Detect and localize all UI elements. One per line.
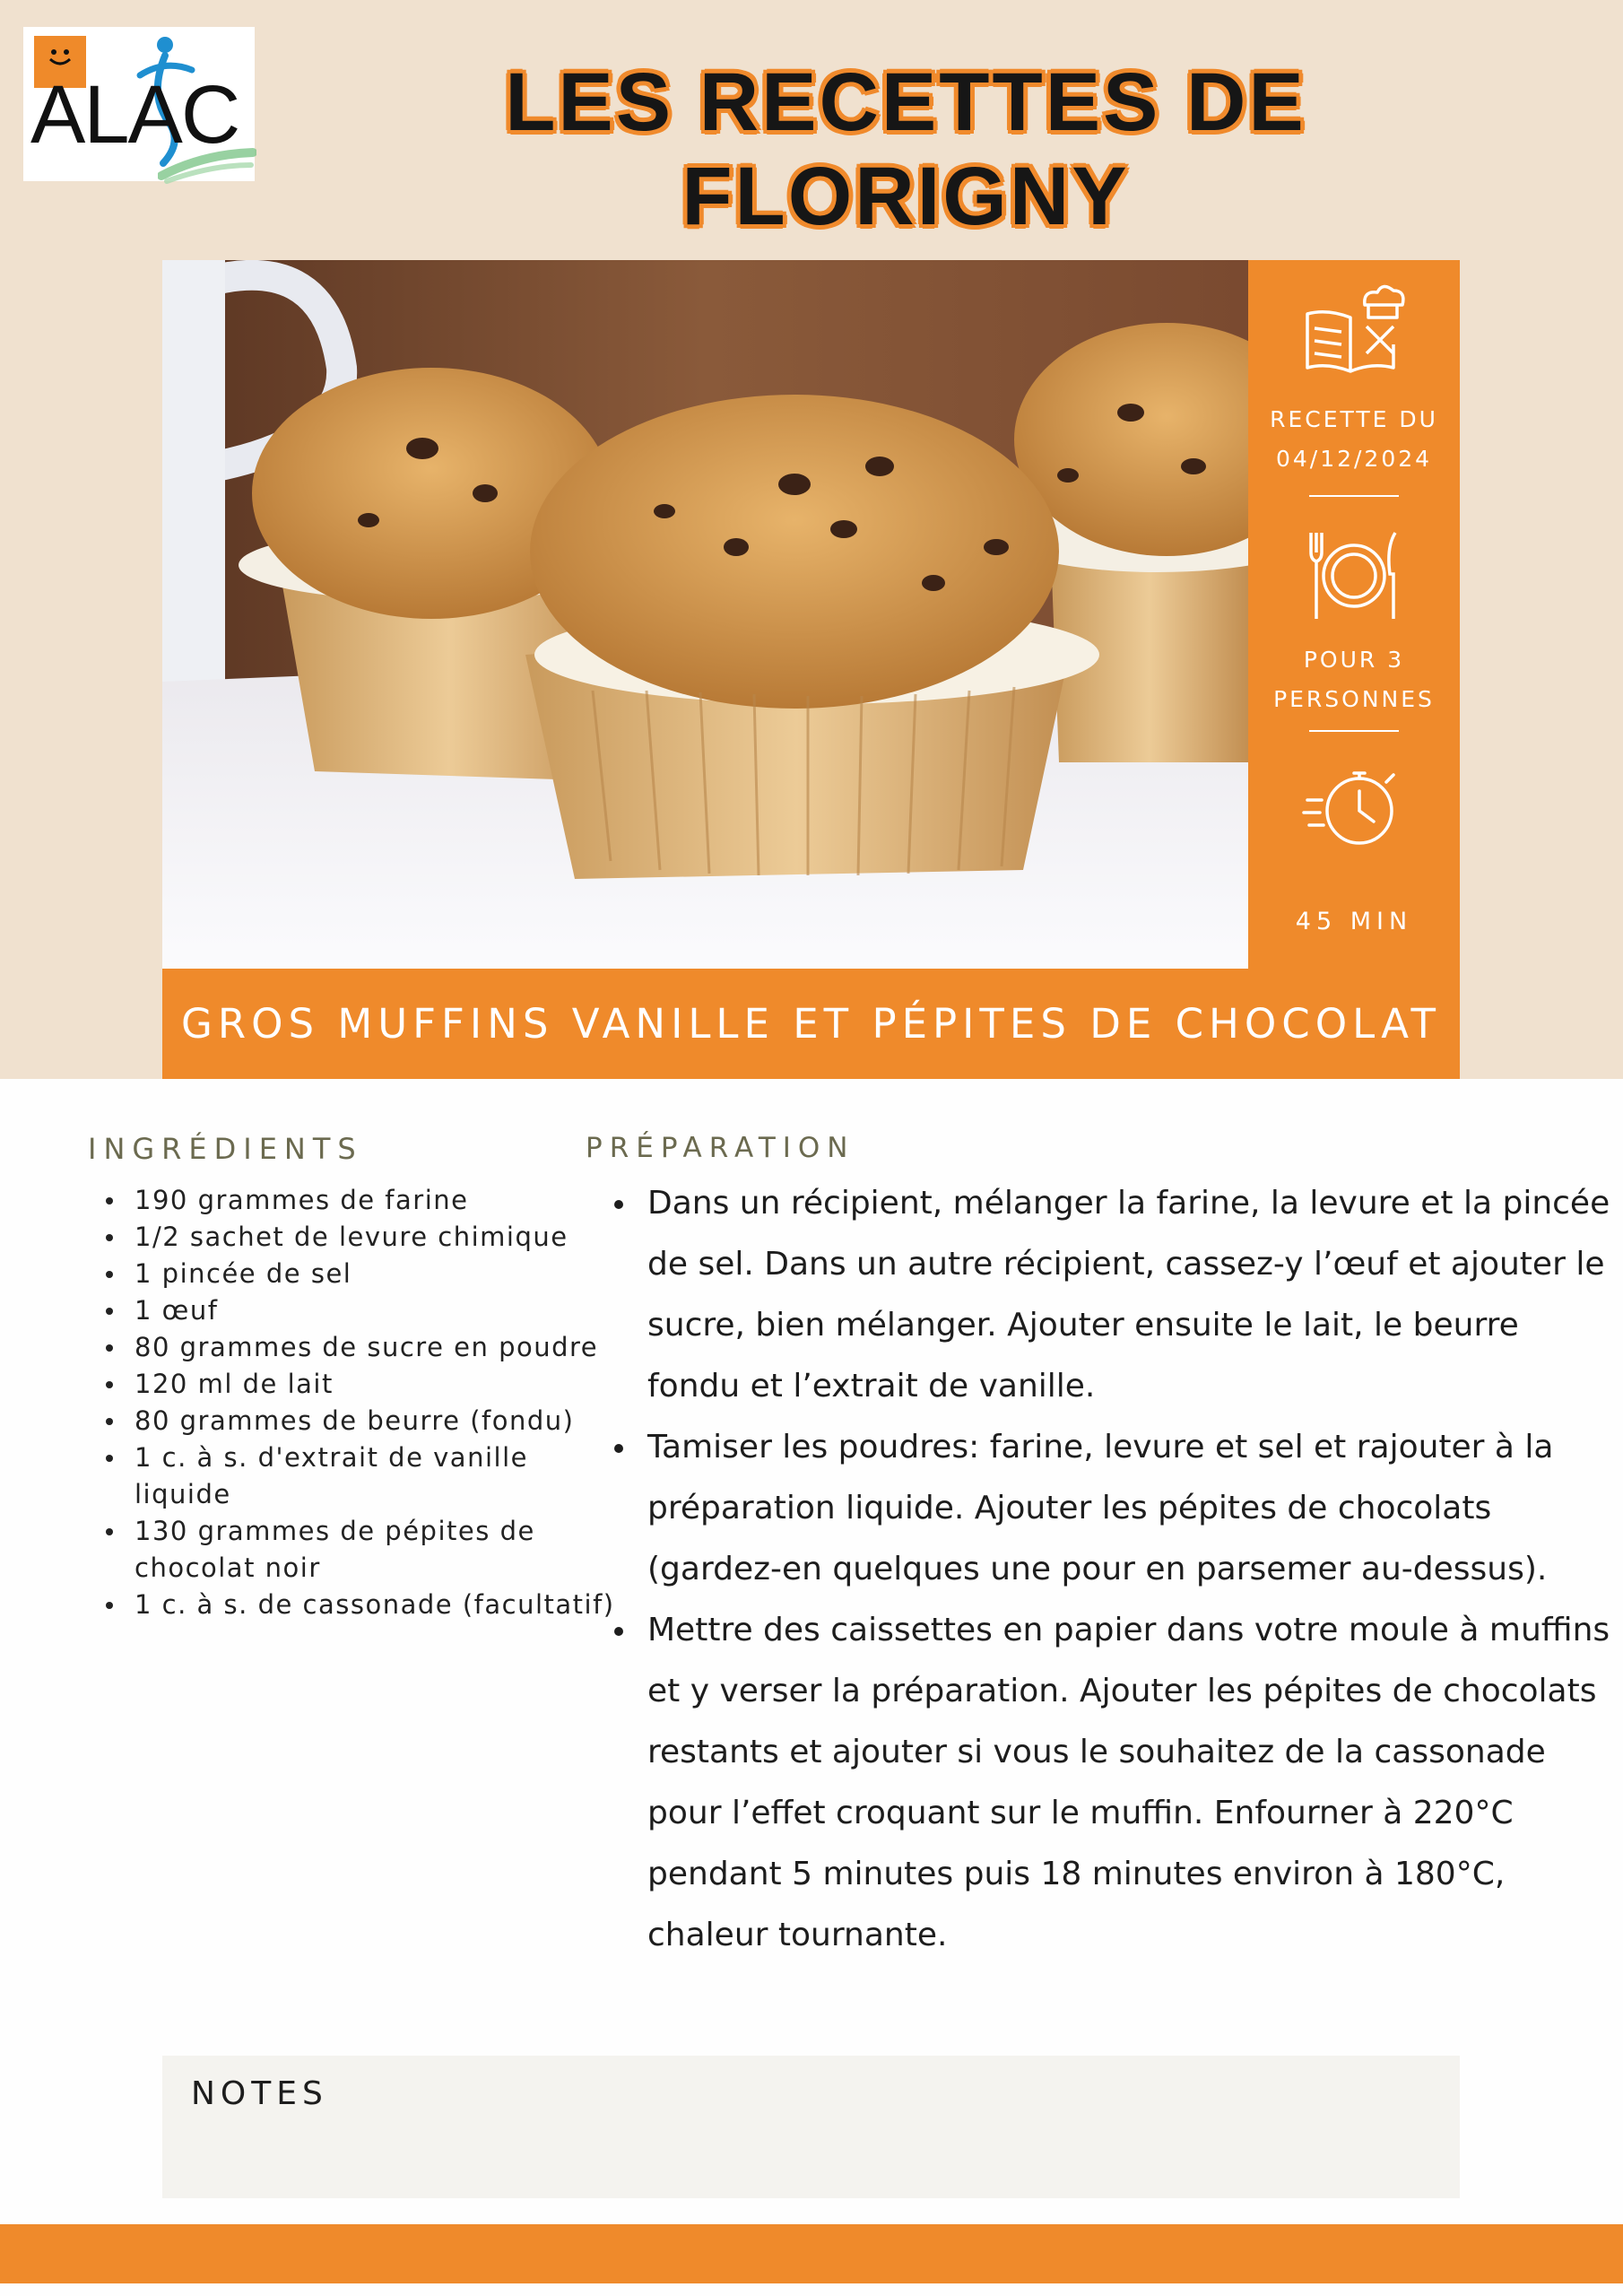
recipe-book-icon [1300,278,1408,386]
page-title: LES RECETTES DE FLORIGNY [505,57,1306,242]
ingredient-item: 190 grammes de farine [135,1182,619,1219]
logo-text: ALAC [30,69,239,161]
plate-cutlery-icon [1300,520,1408,628]
preparation-step: Dans un récipient, mélanger la farine, la levure et la pincée de sel. Dans un autre récipient, cassez-y l’œuf et ajouter le sucre, bien mélanger. Ajouter ensuite le lait, le beurre fondu et l’extrait de vanille. [647,1173,1616,1417]
notes-box[interactable] [162,2056,1460,2198]
notes-label: NOTES [191,2075,328,2112]
preparation-heading: PRÉPARATION [586,1132,855,1164]
logo-green-brush-icon [158,145,256,185]
recipe-title: GROS MUFFINS VANILLE ET PÉPITES DE CHOCOLAT [180,1000,1442,1048]
recipe-title-bar [162,969,1460,1079]
recipe-date-value: 04/12/2024 [1275,446,1433,472]
ingredient-item: 1 œuf [135,1292,619,1329]
ingredient-item: 130 grammes de pépites de chocolat noir [135,1513,619,1587]
servings-line-1: POUR 3 [1303,647,1405,673]
muffins-photo [162,260,1248,969]
muffins-illustration [162,260,1248,969]
smiley-icon [43,43,77,70]
alac-logo [23,27,255,181]
info-divider [1309,495,1399,497]
recipe-info-panel [1248,260,1460,969]
ingredients-heading: INGRÉDIENTS [88,1132,363,1166]
footer-bar [0,2224,1623,2283]
ingredient-item: 1 c. à s. d'extrait de vanille liquide [135,1439,619,1513]
ingredients-list [90,1182,619,1623]
preparation-step: Tamiser les poudres: farine, levure et sel et rajouter à la préparation liquide. Ajouter les pépites de chocolats (gardez-en quelques une pour en parsemer au-dessus). [647,1417,1616,1600]
servings-line-2: PERSONNES [1273,686,1435,712]
preparation-steps [601,1173,1616,1966]
ingredient-item: 80 grammes de sucre en poudre [135,1329,619,1366]
recipe-date-label: RECETTE DU [1270,406,1438,432]
stopwatch-icon [1300,752,1408,859]
ingredient-item: 120 ml de lait [135,1366,619,1403]
info-divider [1309,730,1399,732]
ingredient-item: 80 grammes de beurre (fondu) [135,1403,619,1439]
ingredient-item: 1 pincée de sel [135,1256,619,1292]
ingredient-item: 1 c. à s. de cassonade (facultatif) [135,1587,619,1623]
preparation-step: Mettre des caissettes en papier dans votre moule à muffins et y verser la préparation. Ajouter les pépites de chocolats restants et ajouter si vous le souhaitez de la cassonade pour l’effet croquant sur le muffin. Enfourner à 220°C pendant 5 minutes puis 18 minutes environ à 180°C, chaleur tournante. [647,1600,1616,1966]
ingredient-item: 1/2 sachet de levure chimique [135,1219,619,1256]
prep-time: 45 MIN [1295,908,1413,935]
